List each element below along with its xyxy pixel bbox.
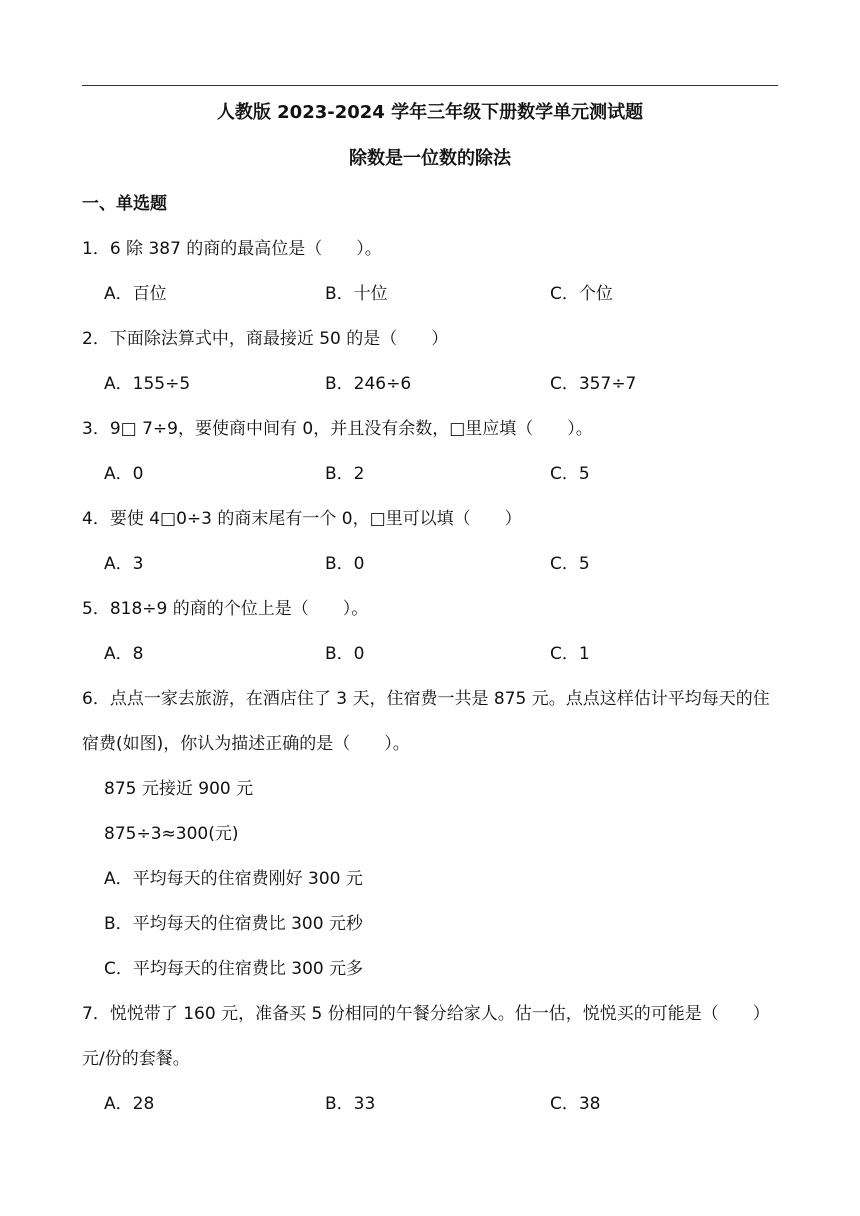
question-1-option-a: A．百位 (104, 284, 167, 304)
question-3-option-a: A．0 (104, 464, 144, 484)
question-1-option-c: C．个位 (550, 284, 613, 304)
question-3-text: 3．9□ 7÷9，要使商中间有 0，并且没有余数，□里应填（ ）。 (82, 419, 593, 439)
question-4-option-c: C．5 (550, 554, 590, 574)
document-title: 人教版 2023-2024 学年三年级下册数学单元测试题 (216, 102, 644, 123)
question-5-text: 5．818÷9 的商的个位上是（ ）。 (82, 599, 369, 619)
question-1-text: 1．6 除 387 的商的最高位是（ ）。 (82, 239, 382, 259)
question-2-option-b: B．246÷6 (325, 374, 412, 394)
question-7-options (104, 1089, 784, 1113)
question-6-figure-line-2: 875÷3≈300(元) (104, 824, 239, 844)
question-5-options (104, 639, 784, 663)
question-2-options (104, 369, 784, 393)
question-3-option-c: C．5 (550, 464, 590, 484)
question-6-option-a: A．平均每天的住宿费刚好 300 元 (104, 869, 363, 889)
question-2-text: 2．下面除法算式中，商最接近 50 的是（ ） (82, 329, 449, 349)
question-1-option-b: B．十位 (325, 284, 388, 304)
question-4-text: 4．要使 4□0÷3 的商末尾有一个 0，□里可以填（ ） (82, 509, 522, 529)
question-4-option-b: B．0 (325, 554, 365, 574)
question-2-option-a: A．155÷5 (104, 374, 191, 394)
question-6-option-b: B．平均每天的住宿费比 300 元秒 (104, 914, 363, 934)
question-6-text-line-1: 6．点点一家去旅游，在酒店住了 3 天，住宿费一共是 875 元。点点这样估计平均每天的住 (82, 689, 770, 709)
question-3-option-b: B．2 (325, 464, 365, 484)
question-6-text-line-2: 宿费(如图)，你认为描述正确的是（ ）。 (82, 734, 410, 754)
document-subtitle: 除数是一位数的除法 (349, 148, 511, 169)
question-3-options (104, 459, 784, 483)
question-7-option-b: B．33 (325, 1094, 376, 1114)
question-7-text-line-2: 元/份的套餐。 (82, 1049, 190, 1069)
question-4-option-a: A．3 (104, 554, 144, 574)
question-5-option-a: A．8 (104, 644, 144, 664)
question-6-option-c: C．平均每天的住宿费比 300 元多 (104, 959, 364, 979)
header-rule (82, 85, 778, 86)
question-7-option-a: A．28 (104, 1094, 155, 1114)
question-5-option-b: B．0 (325, 644, 365, 664)
question-7-text-line-1: 7．悦悦带了 160 元，准备买 5 份相同的午餐分给家人。估一估，悦悦买的可能是（ ） (82, 1004, 770, 1024)
question-2-option-c: C．357÷7 (550, 374, 637, 394)
question-1-options (104, 279, 784, 303)
question-7-option-c: C．38 (550, 1094, 601, 1114)
section-heading: 一、单选题 (82, 194, 167, 214)
question-6-figure-line-1: 875 元接近 900 元 (104, 779, 254, 799)
question-5-option-c: C．1 (550, 644, 590, 664)
question-4-options (104, 549, 784, 573)
